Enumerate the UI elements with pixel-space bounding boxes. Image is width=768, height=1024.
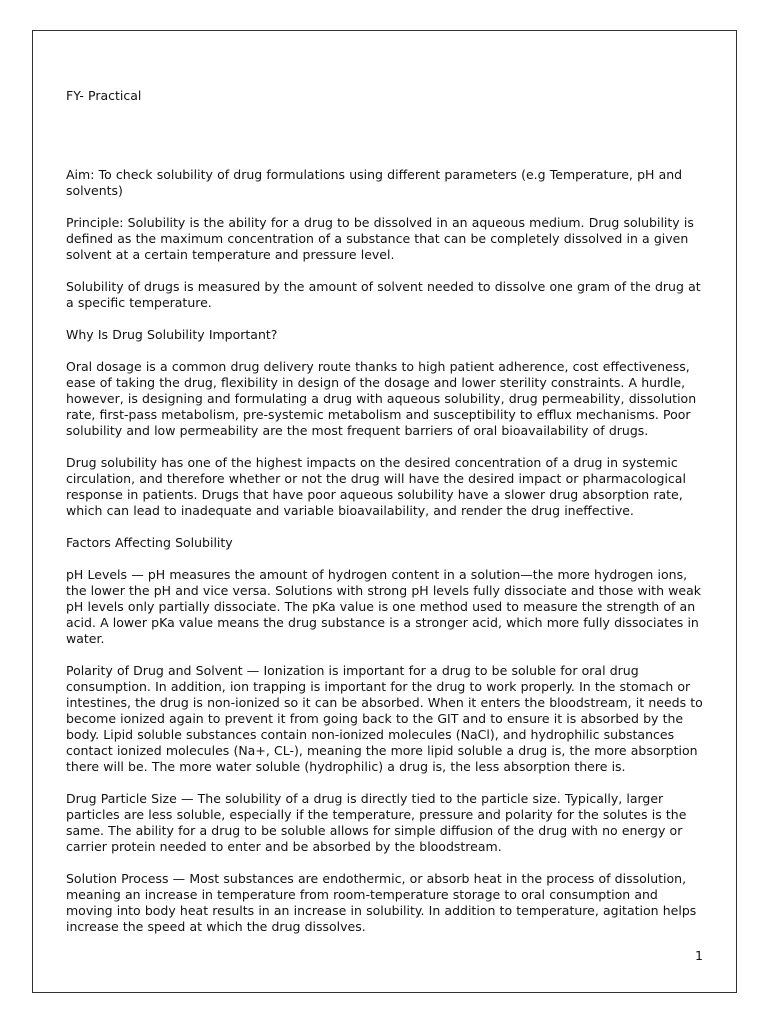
document-header: FY- Practical: [66, 88, 142, 103]
particle-size-paragraph: Drug Particle Size — The solubility of a drug is directly tied to the particle size. Typically, larger particles are less soluble, especially if the temperature, pressure and polarity for the solutes is the same. The ability for a drug to be soluble allows for simple diffusion of the drug with no energy or carrier protein needed to enter and be absorbed by the bloodstream.: [66, 791, 687, 854]
section-heading-importance: Why Is Drug Solubility Important?: [66, 327, 278, 342]
solution-process-paragraph: Solution Process — Most substances are endothermic, or absorb heat in the process of dissolution, meaning an increase in temperature from room-temperature storage to oral consumption and moving into body heat results in an increase in solubility. In addition to temperature, agitation helps increase the speed at which the drug dissolves.: [66, 871, 697, 934]
section-heading-factors: Factors Affecting Solubility: [66, 535, 233, 550]
document-page: [32, 30, 737, 993]
ph-levels-paragraph: pH Levels — pH measures the amount of hydrogen content in a solution—the more hydrogen ions, the lower the pH and vice versa. Solutions with strong pH levels fully dissociate and those with weak pH levels only partially dissociate. The pKa value is one method used to measure the strength of an acid. A lower pKa value means the drug substance is a stronger acid, which more fully dissociates in water.: [66, 567, 701, 646]
impact-paragraph: Drug solubility has one of the highest impacts on the desired concentration of a drug in systemic circulation, and therefore whether or not the drug will have the desired impact or pharmacological response in patients. Drugs that have poor aqueous solubility have a slower drug absorption rate, which can lead to inadequate and variable bioavailability, and render the drug ineffective.: [66, 455, 686, 518]
polarity-paragraph: Polarity of Drug and Solvent — Ionization is important for a drug to be soluble for oral drug consumption. In addition, ion trapping is important for the drug to work properly. In the stomach or intestines, the drug is non-ionized so it can be absorbed. When it enters the bloodstream, it needs to become ionized again to prevent it from going back to the GIT and to ensure it is absorbed by the body. Lipid soluble substances contain non-ionized molecules (NaCl), and hydrophilic substances contact ionized molecules (Na+, CL-), meaning the more lipid soluble a drug is, the more absorption there will be. The more water soluble (hydrophilic) a drug is, the less absorption there is.: [66, 663, 703, 774]
page-number: 1: [695, 948, 703, 963]
principle-paragraph: Principle: Solubility is the ability for a drug to be dissolved in an aqueous medium. Drug solubility is defined as the maximum concentration of a substance that can be completely dissolved in a given solvent at a certain temperature and pressure level.: [66, 215, 694, 262]
oral-dosage-paragraph: Oral dosage is a common drug delivery route thanks to high patient adherence, cost effectiveness, ease of taking the drug, flexibility in design of the dosage and lower sterility constraints. A hurdle, however, is designing and formulating a drug with aqueous solubility, drug permeability, dissolution rate, first-pass metabolism, pre-systemic metabolism and susceptibility to efflux mechanisms. Poor solubility and low permeability are the most frequent barriers of oral bioavailability of drugs.: [66, 359, 697, 438]
measurement-paragraph: Solubility of drugs is measured by the amount of solvent needed to dissolve one gram of the drug at a specific temperature.: [66, 279, 701, 310]
document-body: [66, 88, 706, 951]
aim-paragraph: Aim: To check solubility of drug formulations using different parameters (e.g Temperature, pH and solvents): [66, 167, 683, 198]
